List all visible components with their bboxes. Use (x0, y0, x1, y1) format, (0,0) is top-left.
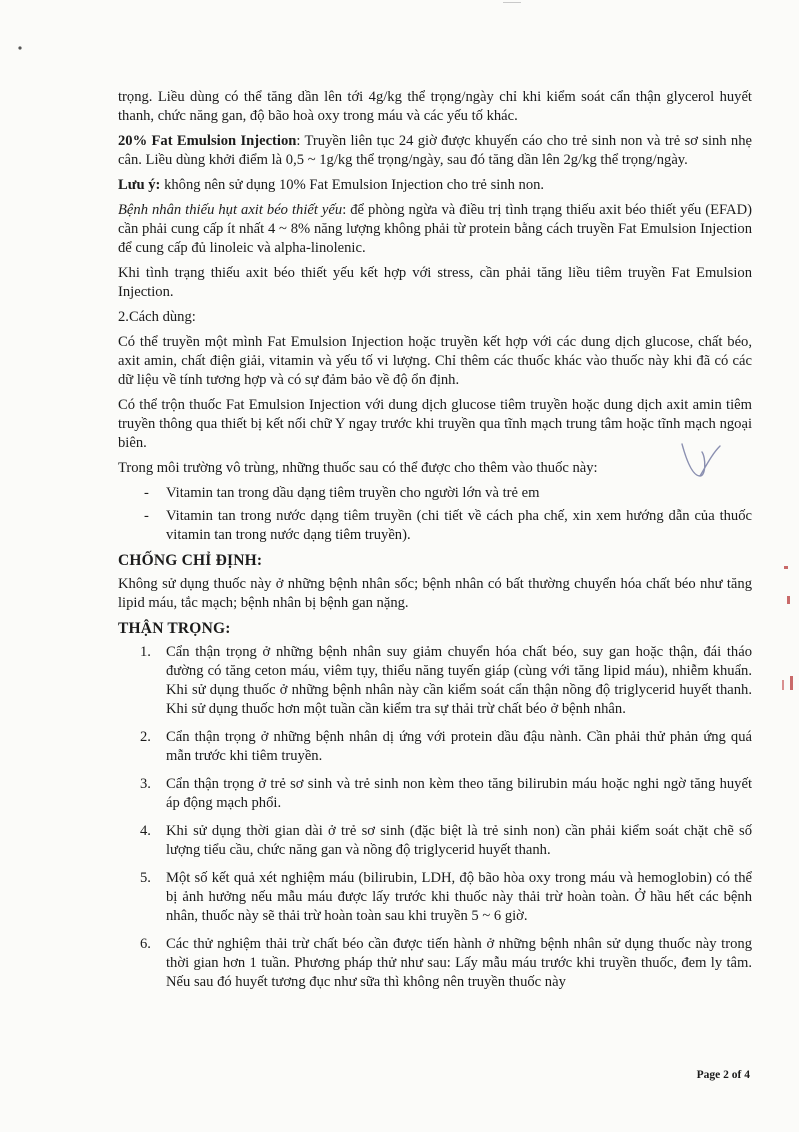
handwritten-initial-mark (676, 436, 726, 484)
list-item: - Vitamin tan trong dầu dạng tiêm truyền cho người lớn và trẻ em (144, 485, 540, 501)
label-note: Lưu ý: (118, 177, 161, 193)
text-efad: : để phòng ngừa và điều trị tình trạng thiếu axit béo thiết yếu (EFAD) cần phải cung cấp ít nhất 4 ~ 8% năng lượng không phải từ protein bằng cách truyền Fat Emulsion Injection để cung cấp đủ linoleic và alpha-linolenic. (118, 202, 752, 256)
paragraph-note (118, 176, 752, 195)
label-20-percent: 20% Fat Emulsion Injection (118, 133, 297, 149)
heading-contraindications: CHỐNG CHỈ ĐỊNH: (118, 552, 263, 569)
list-item: 3. Cẩn thận trọng ở trẻ sơ sinh và trẻ sinh non kèm theo tăng bilirubin máu hoặc nghi ngờ tăng huyết áp động mạch phổi. (140, 776, 752, 811)
paragraph-stress: Khi tình trạng thiếu axit béo thiết yếu kết hợp với stress, cần phải tăng liều tiêm truyền Fat Emulsion Injection. (118, 265, 752, 300)
dash-bullet: - (144, 508, 149, 524)
paragraph-usage-2: Có thể trộn thuốc Fat Emulsion Injection với dung dịch glucose tiêm truyền hoặc dung dịch axit amin tiêm truyền thông qua thiết bị kết nối chữ Y ngay trước khi truyền qua tĩnh mạch trung tâm hoặc tĩnh mạch ngoại biên. (118, 397, 752, 451)
paragraph-efad (118, 201, 752, 258)
dash-bullet: - (144, 485, 149, 501)
page-number: Page 2 of 4 (696, 1069, 750, 1081)
precautions-list (118, 643, 752, 992)
list-item: 5. Một số kết quả xét nghiệm máu (bilirubin, LDH, độ bão hòa oxy trong máu và hemoglobin) có thể bị ảnh hưởng nếu mẫu máu được lấy trước khi thuốc này thải trừ hoàn toàn. Ở hầu hết các bệnh nhân, thuốc này sẽ thải trừ hoàn toàn sau khi truyền 5 ~ 6 giờ. (140, 870, 752, 924)
paragraph-20-percent (118, 132, 752, 170)
label-efad: Bệnh nhân thiếu hụt axit béo thiết yếu (118, 202, 343, 218)
list-item: 1. Cẩn thận trọng ở những bệnh nhân suy giảm chuyển hóa chất béo, suy gan hoặc thận, đái tháo đường có tăng ceton máu, viêm tụy, thiểu năng tuyến giáp (cùng với tăng lipid máu), nhiễm khuẩn. Khi sử dụng thuốc ở những bệnh nhân này cần kiểm soát cẩn thận nồng độ triglycerid huyết thanh. Khi sử dụng thuốc hơn một tuần cần kiểm tra sự thải trừ chất béo ở bệnh nhân. (140, 644, 752, 717)
paragraph-usage-1: Có thể truyền một mình Fat Emulsion Injection hoặc truyền kết hợp với các dung dịch glucose, chất béo, axit amin, chất điện giải, vitamin và yếu tố vi lượng. Chỉ thêm các thuốc khác vào thuốc này khi đã có các dữ liệu về tính tương hợp và có sự đảm bảo về độ ổn định. (118, 334, 752, 388)
list-item: 4. Khi sử dụng thời gian dài ở trẻ sơ sinh (đặc biệt là trẻ sinh non) cần phải kiểm soát chặt chẽ số lượng tiểu cầu, chức năng gan và nồng độ triglycerid huyết thanh. (140, 823, 752, 858)
text-note: không nên sử dụng 10% Fat Emulsion Injection cho trẻ sinh non. (160, 177, 545, 193)
list-item: 6. Các thử nghiệm thải trừ chất béo cần được tiến hành ở những bệnh nhân sử dụng thuốc này trong thời gian hơn 1 tuần. Phương pháp thử như sau: Lấy mẫu máu trước khi truyền thuốc, đem ly tâm. Nếu sau đó huyết tương đục như sữa thì không nên truyền thuốc này (140, 936, 752, 990)
paragraph-contraindications: Không sử dụng thuốc này ở những bệnh nhân sốc; bệnh nhân có bất thường chuyển hóa chất béo như tăng lipid máu, tắc mạch; bệnh nhân bị bệnh gan nặng. (118, 576, 752, 611)
paragraph-dosage-continued: trọng. Liều dùng có thể tăng dần lên tới 4g/kg thể trọng/ngày chỉ khi kiểm soát cẩn thận glycerol huyết thanh, chức năng gan, độ bão hoà oxy trong máu và các yếu tố khác. (118, 89, 752, 124)
list-item: 2. Cẩn thận trọng ở những bệnh nhân dị ứng với protein dầu đậu nành. Cần phải thử phản ứng quá mẫn trước khi tiêm truyền. (140, 729, 752, 764)
heading-precautions: THẬN TRỌNG: (118, 620, 231, 637)
heading-usage: 2.Cách dùng: (118, 309, 196, 325)
text-20-percent: : Truyền liên tục 24 giờ được khuyến cáo cho trẻ sinh non và trẻ sơ sinh nhẹ cân. Liều dùng khởi điểm là 0,5 ~ 1g/kg thể trọng/ngày, sau đó tăng dần lên 2g/kg thể trọng/ngày. (118, 133, 752, 168)
additives-list (118, 484, 752, 545)
list-item: - Vitamin tan trong nước dạng tiêm truyền (chi tiết về cách pha chế, xin xem hướng dẫn của thuốc vitamin tan trong nước dạng tiêm truyền). (144, 508, 752, 543)
document-body (118, 88, 752, 1001)
paragraph-additives-intro: Trong môi trường vô trùng, những thuốc sau có thể được cho thêm vào thuốc này: (118, 460, 598, 476)
